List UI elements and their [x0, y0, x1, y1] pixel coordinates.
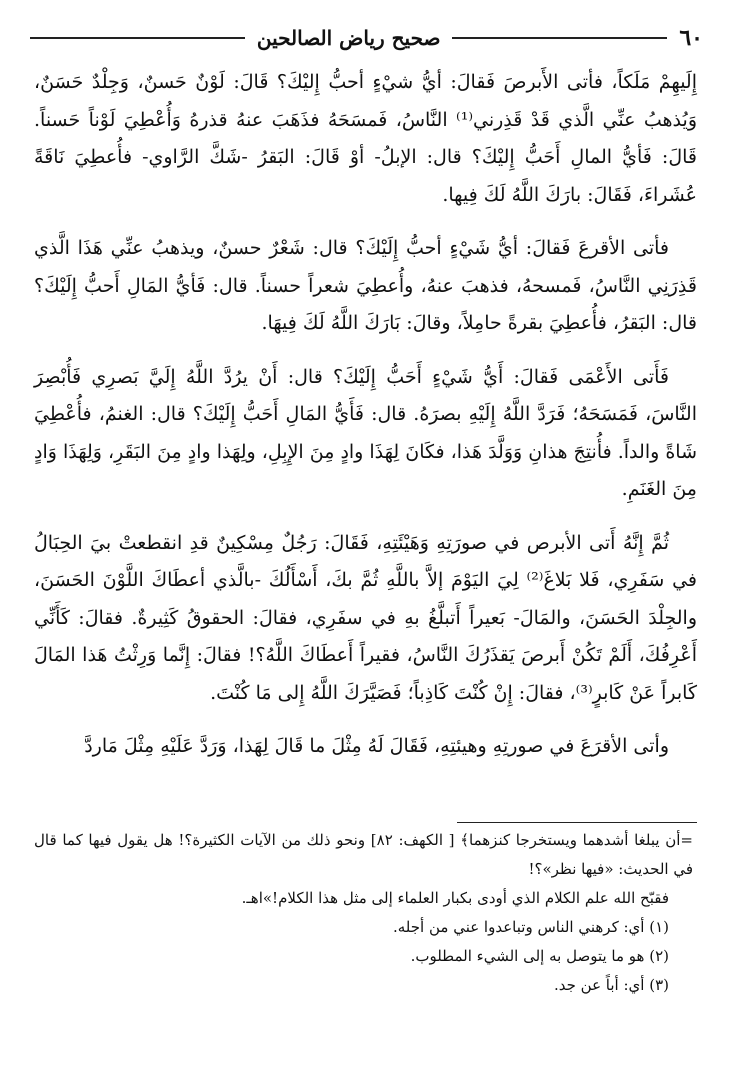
paragraph-3: فَأَتى الأَعْمَى فَقالَ: أَيُّ شَيْءٍ أَحَبُّ إِلَيْكَ؟ قال: أَنْ يرُدَّ اللَّهُ إِلَيَّ بَصرِي فَأُبْصِرَ النَّاسَ، فَمَسَحَهُ؛ فَرَدَّ اللَّهُ إِلَيْهِ بصرَهُ. قال: فَأَيُّ المَالِ أَحَبُّ إِلَيْكَ؟ قال: الغنمُ، فأُعْطِيَ شَاةً والداً. فأُنتِجَ هذانِ وَوَلَّدَ هَذا، فكَانَ لِهَذَا وادٍ مِنَ الإِبِلِ، ولِهَذا وادٍ مِنَ البَقَرِ، وَلِهَذَا وَادٍ مِنَ الغَنَمِ. [34, 365, 697, 500]
paragraph-1: إِلَيهِمْ مَلَكاً، فأتى الأَبرصَ فَقالَ: أيُّ شيْءٍ أحبُّ إِليْكَ؟ قَالَ: لَوْنٌ حَسنٌ، وَجِلْدٌ حَسَنٌ، وَيُذهبُ عنِّي الَّذي قَدْ قَذِرني⁽¹⁾ النَّاسُ، فَمسَحَهُ فذَهَبَ عنهُ قذرهُ وَأُعْطِيَ لَوْناً حَسناً. قَالَ: فَأيُّ المالِ أَحَبُّ إِليْكَ؟ قال: الإبلُ- أوْ قَالَ: البَقرُ -شَكَّ الرَّاوي- فأُعطِيَ نَاقَةً عُشَراءَ، فَقَالَ: بارَكَ اللَّهُ لَكَ فِيها. [34, 71, 697, 206]
footnote-2: (٢) هو ما يتوصل به إلى الشيء المطلوب. [410, 947, 669, 965]
book-title: صحيح رياض الصالحين [256, 26, 441, 50]
footnote-3: (٣) أي: أباً عن جد. [553, 976, 669, 994]
footnote-continuation: =أن يبلغا أشدهما ويستخرجا كنزهما﴾ [ الكهف: ٨٢] ونحو ذلك من الآيات الكثيرة؟! هل يقول فيها كما قال في الحديث: «فيها نظر»؟! [34, 831, 693, 878]
paragraph-2: فأتى الأقرعَ فَقالَ: أيُّ شَيْءٍ أحبُّ إِلَيْكَ؟ قال: شَعْرٌ حسنٌ، ويذهبُ عنِّي هَذَا الَّذي قَذِرَنِي النَّاسُ، فَمسحهُ، فذهبَ عنهُ، وأُعطِيَ شعراً حسناً. قال: فَأيُّ المَالِ أَحبُّ إِلَيْكَ؟ قال: البَقرُ، فأُعطِيَ بقرةً حامِلاً، وقالَ: بَارَكَ اللَّهُ لَكَ فِيهَا. [34, 237, 697, 334]
page-number: ٦٠ [679, 25, 703, 51]
footnotes [34, 826, 693, 1000]
paragraph-5: وأتى الأقرَعَ في صورتِهِ وهيئتِهِ، فَقَالَ لَهُ مِثْلَ ما قَالَ لِهَذا، وَرَدَّ عَلَيْهِ مِثْلَ مَاردَّ [84, 735, 669, 757]
footnote-divider [457, 822, 697, 823]
footnote-quote-end: فقبّح الله علم الكلام الذي أودى بكبار العلماء إلى مثل هذا الكلام!»اهـ. [241, 889, 669, 907]
main-text [34, 64, 697, 782]
footnote-1: (١) أي: كرهني الناس وتباعدوا عني من أجله. [392, 918, 669, 936]
header-rule-right [452, 37, 667, 39]
page-header [30, 16, 703, 60]
header-rule-left [30, 37, 245, 39]
paragraph-4: ثُمَّ إِنَّهُ أَتى الأبرص في صورَتِهِ وَهَيْئَتِهِ، فَقَالَ: رَجُلٌ مِسْكِينٌ قدِ انقطعتْ بيَ الحِبَالُ في سَفَرِي، فَلا بَلاغَ⁽²⁾ لِيَ اليَوْمَ إلاَّ باللَّهِ ثُمَّ بكَ، أَسْأَلُكَ -بالَّذي أعطَاكَ اللَّوْنَ الحَسَنَ، والجِلْدَ الحَسَنَ، والمَالَ- بَعيراً أَتبلَّغُ بهِ في سفَرِي، فقالَ: الحقوقُ كَثِيرةٌ. فقالَ: كَأَنِّي أَعْرِفُكَ، أَلَمْ تَكُنْ أَبرصَ يَقذَرُكَ النَّاسُ، فقيراً أَعطَاكَ اللَّهُ؟! فقالَ: إِنَّما وَرِثْتُ هَذا المَالَ كَابراً عَنْ كَابرٍ⁽³⁾، فقالَ: إِنْ كُنْتَ كَاذِباً؛ فَصَيَّرَكَ اللَّهُ إِلى مَا كُنْتَ. [34, 531, 697, 704]
